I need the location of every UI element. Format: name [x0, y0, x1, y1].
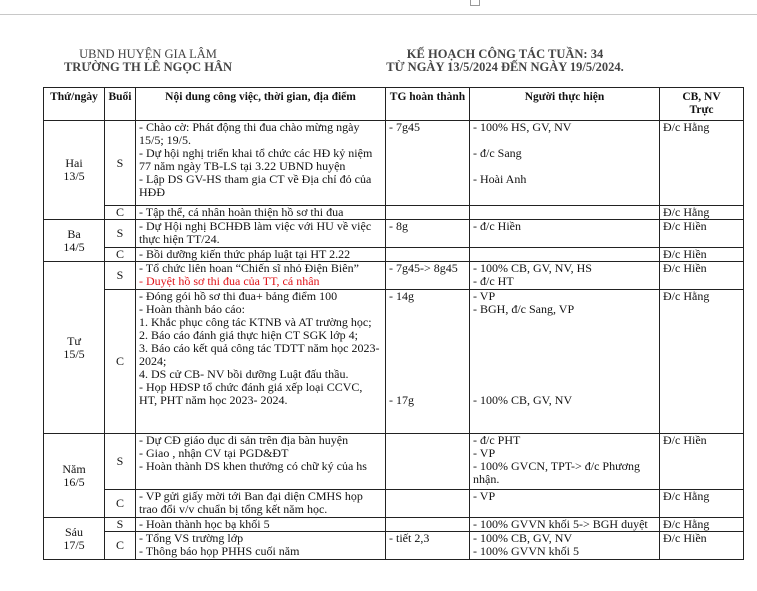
- duty-cell: Đ/c Hằng: [660, 518, 744, 532]
- content-cell: - Chào cờ: Phát động thi đua chào mừng ngày 15/5; 19/5. - Dự hội nghị triển khai tổ chức các HĐ kỷ niệm 77 năm ngày TB-LS tại 3.22 UBND huyện - Lập DS GV-HS tham gia CT về Địa chỉ đỏ của HĐĐ: [136, 121, 386, 206]
- content-cell: - Tổ chức liên hoan “Chiến sĩ nhỏ Điện Biên” - Duyệt hồ sơ thi đua của TT, cá nhân: [136, 262, 386, 290]
- duty-cell: Đ/c Hằng: [660, 290, 744, 434]
- person-cell: - 100% CB, GV, NV, HS - đ/c HT: [470, 262, 660, 290]
- time-cell: - tiết 2,3: [386, 532, 470, 560]
- content-cell: - Dự Hội nghị BCHĐB làm việc với HU về việc thực hiện TT/24.: [136, 220, 386, 248]
- table-row: [44, 248, 744, 262]
- table-row: [44, 518, 744, 532]
- session-cell: C: [105, 248, 136, 262]
- session-cell: C: [105, 206, 136, 220]
- table-row: [44, 220, 744, 248]
- content-cell: - Tổng VS trường lớp - Thông báo họp PHHS cuối năm: [136, 532, 386, 560]
- content-cell: - VP gửi giấy mời tới Ban đại diện CMHS họp trao đổi v/v chuẩn bị tổng kết năm học.: [136, 490, 386, 518]
- duty-cell: Đ/c Hiền: [660, 262, 744, 290]
- person-cell: - VP: [470, 490, 660, 518]
- duty-cell: Đ/c Hằng: [660, 206, 744, 220]
- table-row: [44, 121, 744, 206]
- content-cell: - Tập thể, cá nhân hoàn thiện hồ sơ thi đua: [136, 206, 386, 220]
- page-top-border: [0, 14, 757, 15]
- day-cell: Tư 15/5: [44, 262, 105, 434]
- session-cell: C: [105, 490, 136, 518]
- duty-cell: Đ/c Hiền: [660, 248, 744, 262]
- person-cell: - VP - BGH, đ/c Sang, VP - 100% CB, GV, NV: [470, 290, 660, 434]
- duty-cell: Đ/c Hiền: [660, 220, 744, 248]
- time-cell: [386, 248, 470, 262]
- duty-cell: Đ/c Hiền: [660, 434, 744, 490]
- district-name: UBND HUYỆN GIA LÂM: [79, 47, 217, 61]
- time-cell: [386, 206, 470, 220]
- session-cell: S: [105, 518, 136, 532]
- session-cell: S: [105, 220, 136, 248]
- col-content: Nội dung công việc, thời gian, địa điểm: [136, 88, 386, 121]
- session-cell: C: [105, 290, 136, 434]
- session-cell: S: [105, 121, 136, 206]
- content-cell: - Đóng gói hồ sơ thi đua+ bảng điểm 100 - Hoàn thành báo cáo: 1. Khắc phục công tác KTNB và AT trường học; 2. Báo cáo đánh giá thực hiện CT SGK lớp 4; 3. Báo cáo kết quả công tác TDTT năm học 2023- 2024; 4. DS cử CB- NV bồi dưỡng Luật đấu thầu. - Họp HĐSP tổ chức đánh giá xếp loại CCVC, HT, PHT năm học 2023- 2024.: [136, 290, 386, 434]
- plan-title: [370, 48, 640, 74]
- person-cell: - 100% GVVN khối 5-> BGH duyệt: [470, 518, 660, 532]
- time-cell: - 14g - 17g: [386, 290, 470, 434]
- school-header: [48, 48, 248, 74]
- session-cell: S: [105, 262, 136, 290]
- person-cell: - 100% CB, GV, NV - 100% GVVN khối 5: [470, 532, 660, 560]
- duty-cell: Đ/c Hiền: [660, 532, 744, 560]
- content-cell: - Bồi dưỡng kiến thức pháp luật tại HT 2.22: [136, 248, 386, 262]
- duty-cell: Đ/c Hằng: [660, 490, 744, 518]
- day-cell: Năm 16/5: [44, 434, 105, 518]
- col-time: TG hoàn thành: [386, 88, 470, 121]
- person-cell: - 100% HS, GV, NV - đ/c Sang - Hoài Anh: [470, 121, 660, 206]
- ruler-marker: [470, 0, 480, 6]
- table-row: [44, 434, 744, 490]
- col-session: Buổi: [105, 88, 136, 121]
- table-row: [44, 490, 744, 518]
- time-cell: [386, 434, 470, 490]
- day-cell: Sáu 17/5: [44, 518, 105, 560]
- time-cell: - 7g45: [386, 121, 470, 206]
- plan-week: KẾ HOẠCH CÔNG TÁC TUẦN: 34: [406, 47, 604, 61]
- plan-dates: TỪ NGÀY 13/5/2024 ĐẾN NGÀY 19/5/2024.: [386, 60, 624, 74]
- col-person: Người thực hiện: [470, 88, 660, 121]
- session-cell: C: [105, 532, 136, 560]
- content-cell: - Dự CĐ giáo dục di sản trên địa bàn huyện - Giao , nhận CV tại PGD&ĐT - Hoàn thành DS khen thưởng có chữ ký của hs: [136, 434, 386, 490]
- time-cell: - 7g45-> 8g45: [386, 262, 470, 290]
- highlighted-task: - Duyệt hồ sơ thi đua của TT, cá nhân: [139, 274, 320, 288]
- col-duty: CB, NV Trực: [660, 88, 744, 121]
- day-cell: Hai 13/5: [44, 121, 105, 220]
- table-row: [44, 532, 744, 560]
- content-cell: - Hoàn thành học bạ khối 5: [136, 518, 386, 532]
- table-header-row: [44, 88, 744, 121]
- school-name: TRƯỜNG TH LÊ NGỌC HÂN: [63, 60, 233, 74]
- duty-cell: Đ/c Hằng: [660, 121, 744, 206]
- table-row: [44, 206, 744, 220]
- time-cell: [386, 490, 470, 518]
- person-cell: [470, 206, 660, 220]
- day-cell: Ba 14/5: [44, 220, 105, 262]
- person-cell: - đ/c Hiền: [470, 220, 660, 248]
- time-cell: - 8g: [386, 220, 470, 248]
- table-row: [44, 262, 744, 290]
- session-cell: S: [105, 434, 136, 490]
- weekly-plan-table: [43, 87, 744, 560]
- person-cell: [470, 248, 660, 262]
- col-day: Thứ/ngày: [44, 88, 105, 121]
- person-cell: - đ/c PHT - VP - 100% GVCN, TPT-> đ/c Phương nhận.: [470, 434, 660, 490]
- table-row: [44, 290, 744, 434]
- time-cell: [386, 518, 470, 532]
